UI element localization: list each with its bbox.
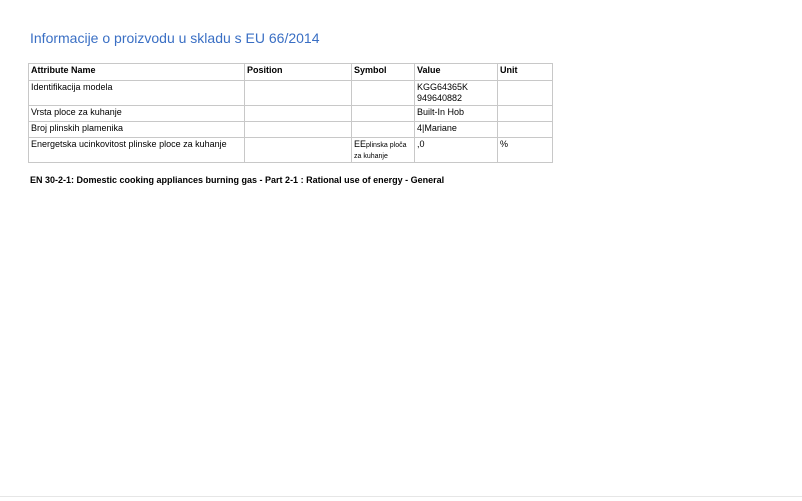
cell-attribute-name: Broj plinskih plamenika [29, 122, 245, 138]
cell-attribute-name: Vrsta ploce za kuhanje [29, 106, 245, 122]
header-unit: Unit [498, 64, 553, 81]
symbol-subscript: plinska ploča za kuhanje [354, 142, 407, 160]
attributes-table [28, 63, 553, 163]
cell-position [245, 138, 352, 163]
cell-value [415, 81, 498, 106]
cell-position [245, 81, 352, 106]
cell-unit: % [498, 138, 553, 163]
standard-footnote: EN 30-2-1: Domestic cooking appliances burning gas - Part 2-1 : Rational use of energy - General [30, 175, 445, 185]
cell-unit [498, 106, 553, 122]
table-row [29, 106, 553, 122]
table-header-row [29, 64, 553, 81]
cell-symbol [352, 138, 415, 163]
value-line: KGG64365K [417, 82, 469, 92]
cell-attribute-name: Energetska ucinkovitost plinske ploce za kuhanje [29, 138, 245, 163]
cell-unit [498, 81, 553, 106]
cell-unit [498, 122, 553, 138]
table-row [29, 138, 553, 163]
page-title: Informacije o proizvodu u skladu s EU 66/2014 [30, 30, 320, 46]
cell-position [245, 122, 352, 138]
header-symbol: Symbol [352, 64, 415, 81]
header-position: Position [245, 64, 352, 81]
page-bottom-divider [0, 496, 802, 497]
cell-position [245, 106, 352, 122]
header-attribute-name: Attribute Name [29, 64, 245, 81]
table-row [29, 122, 553, 138]
cell-value: 4|Mariane [415, 122, 498, 138]
value-line: 949640882 [417, 93, 463, 103]
cell-value: ,0 [415, 138, 498, 163]
cell-symbol [352, 81, 415, 106]
symbol-main: EE [354, 139, 367, 149]
table-row [29, 81, 553, 106]
header-value: Value [415, 64, 498, 81]
cell-symbol [352, 122, 415, 138]
cell-attribute-name: Identifikacija modela [29, 81, 245, 106]
cell-value: Built-In Hob [415, 106, 498, 122]
cell-symbol [352, 106, 415, 122]
